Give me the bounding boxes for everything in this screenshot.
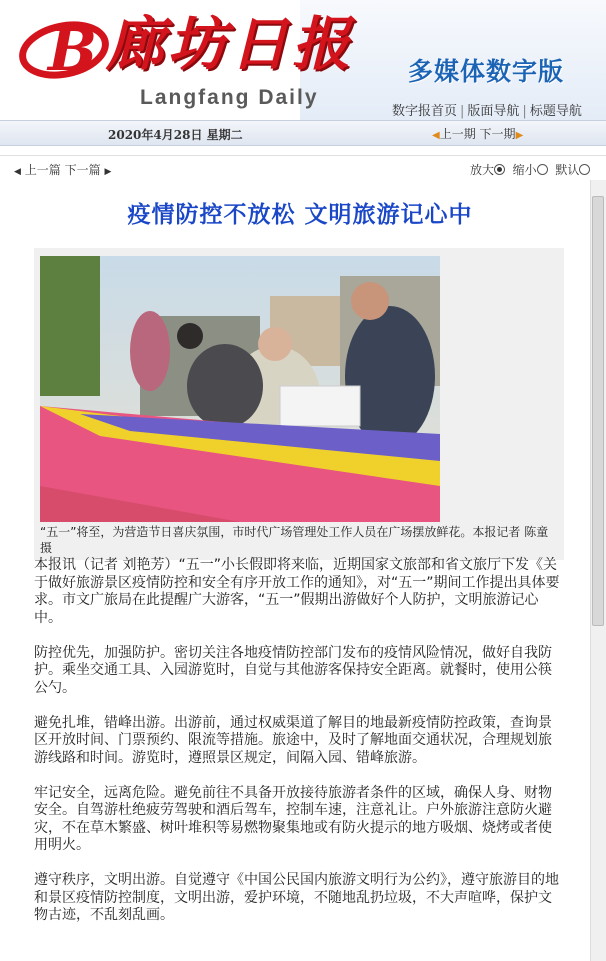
newspaper-title: 廊坊日报: [106, 10, 355, 78]
zoom-controls: [470, 161, 590, 178]
logo-letter: B: [48, 16, 98, 82]
prev-article-link[interactable]: 上一篇: [24, 163, 61, 177]
next-issue-link[interactable]: 下一期: [479, 127, 516, 141]
zoom-in-radio[interactable]: [494, 164, 505, 175]
date-bar: [0, 120, 606, 146]
issue-nav: [432, 125, 523, 142]
triangle-right-icon: ▶: [104, 167, 112, 177]
logo-icon: [18, 12, 110, 82]
zoom-in-label: 放大: [470, 163, 495, 177]
paragraph: 遵守秩序，文明出游。自觉遵守《中国公民国内旅游文明行为公约》，遵守旅游目的地和景区疫情防控制度，文明出游，爱护环境，不随地乱扔垃圾，不大声喧哗，保护文物古迹，不乱刻乱画。: [34, 872, 559, 923]
triangle-left-icon: ◀: [14, 167, 21, 177]
next-arrow-icon: ▶: [515, 130, 524, 141]
zoom-default-radio[interactable]: [579, 164, 590, 175]
issue-date: 2020年4月28日 星期二: [108, 128, 243, 142]
masthead: [0, 0, 606, 120]
edition-tagline: 多媒体数字版: [408, 57, 565, 86]
nav-title-link[interactable]: 标题导航: [529, 104, 582, 119]
nav-page-link[interactable]: 版面导航: [467, 104, 520, 119]
paragraph: 本报讯（记者 刘艳芳）“五一”小长假即将来临，近期国家文旅部和省文旅厅下发《关于做好旅游景区疫情防控和安全有序开放工作的通知》，对“五一”期间工作提出具体要求。市文广旅局在此提醒广大游客，“五一”假期出游做好个人防护，文明旅游记心中。: [34, 557, 560, 626]
zoom-out-label: 缩小: [512, 163, 537, 177]
paragraph: 牢记安全，远离危险。避免前往不具备开放接待旅游者条件的区域，确保人身、财物安全。自驾游杜绝疲劳驾驶和酒后驾车，控制车速，注意礼让。户外旅游注意防火避灾，不在草木繁盛、树叶堆积等易燃物聚集地或有防火提示的地方吸烟、烧烤或者使用明火。: [34, 784, 552, 853]
article-nav: [14, 161, 111, 178]
nav-separator: |: [522, 104, 527, 119]
newspaper-title-english: Langfang Daily: [140, 86, 319, 109]
article-body: [34, 557, 564, 942]
article-headline: 疫情防控不放松 文明旅游记心中: [127, 202, 473, 228]
nav-separator: |: [460, 104, 465, 119]
paragraph: 避免扎堆，错峰出游。出游前，通过权威渠道了解目的地最新疫情防控政策，查询景区开放时间、门票预约、限流等措施。旅途中，及时了解地面交通状况，合理规划旅游线路和时间。游览时，遵照景区规定，间隔入园、错峰旅游。: [34, 714, 552, 766]
next-article-link[interactable]: 下一篇: [64, 163, 101, 177]
prev-issue-link[interactable]: 上一期: [439, 127, 476, 141]
top-nav: [392, 100, 582, 119]
zoom-default-label: 默认: [555, 163, 580, 177]
scrollbar-thumb[interactable]: [592, 196, 604, 626]
article-photo: [40, 256, 440, 522]
zoom-out-radio[interactable]: [537, 164, 548, 175]
paragraph: 防控优先，加强防护。密切关注各地疫情防控部门发布的疫情风险情况，做好自我防护。乘坐交通工具、入园游览时，自觉与其他游客保持安全距离。就餐时，使用公筷公勺。: [34, 644, 552, 696]
nav-home-link[interactable]: 数字报首页: [392, 104, 458, 119]
article-toolbar: [0, 155, 606, 179]
photo-caption: “五一”将至，为营造节日喜庆氛围，市时代广场管理处工作人员在广场摆放鲜花。本报记者 陈童 摄: [40, 525, 549, 555]
prev-arrow-icon: ◀: [432, 130, 440, 141]
